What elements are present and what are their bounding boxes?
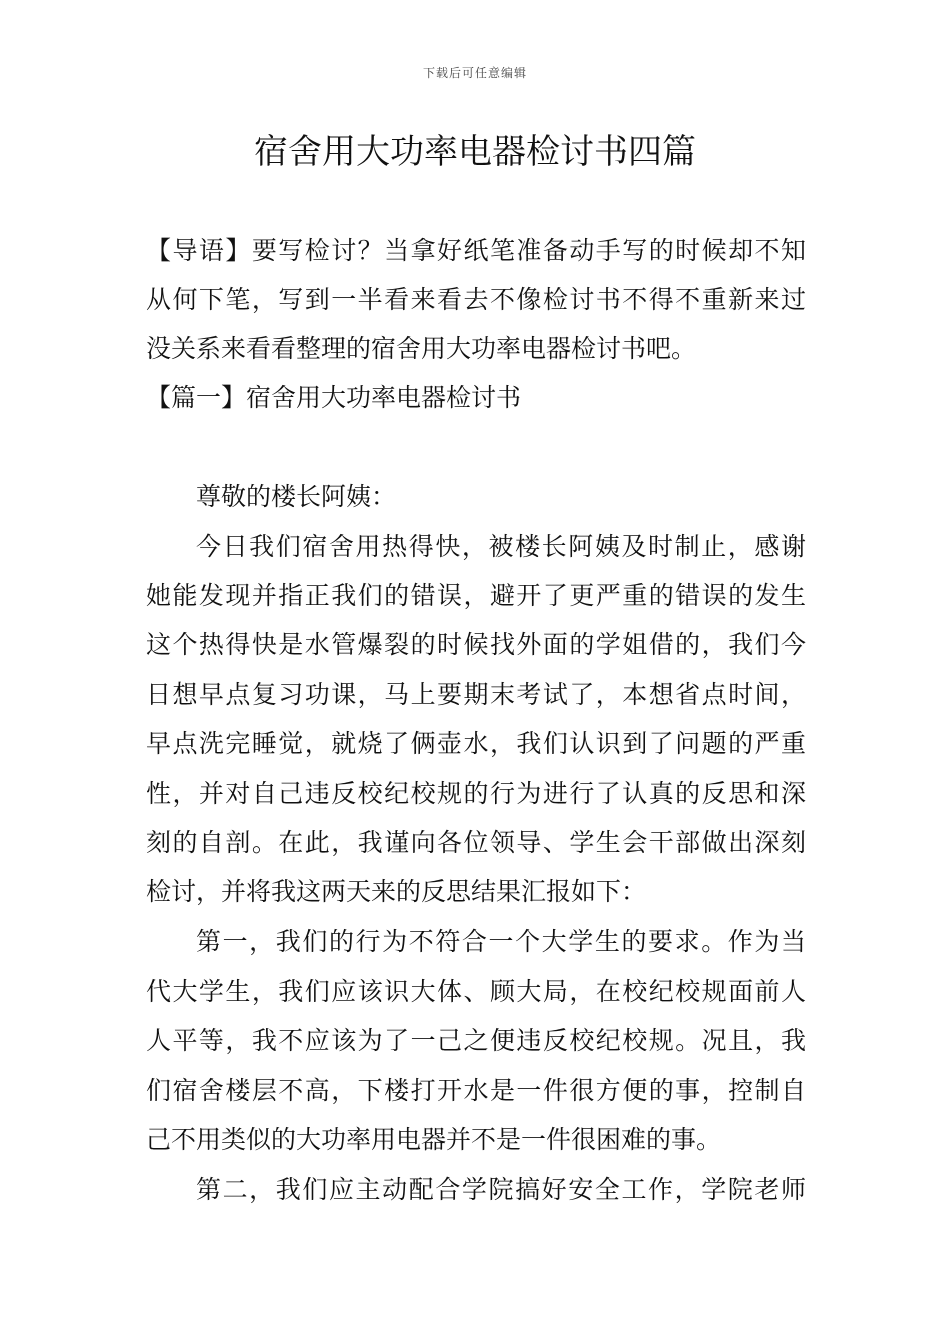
paragraph-line: 性，并对自己违反校纪校规的行为进行了认真的反思和深 — [146, 779, 806, 808]
intro-line: 从何下笔，写到一半看来看去不像检讨书不得不重新来过 — [146, 285, 806, 314]
intro-line: 没关系来看看整理的宿舍用大功率电器检讨书吧。 — [146, 334, 697, 363]
paragraph-line: 己不用类似的大功率用电器并不是一件很困难的事。 — [146, 1125, 722, 1154]
paragraph-line: 刻的自剖。在此，我谨向各位领导、学生会干部做出深刻 — [146, 828, 806, 857]
paragraph-line: 第一，我们的行为不符合一个大学生的要求。作为当 — [196, 927, 806, 956]
paragraph-line: 人平等，我不应该为了一己之便违反校纪校规。况且，我 — [146, 1026, 806, 1055]
salutation: 尊敬的楼长阿姨： — [196, 482, 397, 511]
header-note: 下载后可任意编辑 — [422, 66, 527, 80]
paragraph-line: 早点洗完睡觉，就烧了俩壶水，我们认识到了问题的严重 — [146, 729, 806, 758]
paragraph-line: 们宿舍楼层不高，下楼打开水是一件很方便的事，控制自 — [146, 1076, 806, 1105]
paragraph-line: 检讨，并将我这两天来的反思结果汇报如下： — [146, 877, 647, 906]
paragraph-line: 第二，我们应主动配合学院搞好安全工作，学院老师 — [196, 1175, 806, 1204]
section-heading: 【篇一】宿舍用大功率电器检讨书 — [146, 383, 522, 412]
paragraph-line: 今日我们宿舍用热得快，被楼长阿姨及时制止，感谢 — [196, 532, 806, 561]
paragraph-line: 日想早点复习功课，马上要期末考试了，本想省点时间， — [146, 680, 806, 709]
document-title: 宿舍用大功率电器检讨书四篇 — [254, 132, 696, 172]
paragraph-line: 她能发现并指正我们的错误，避开了更严重的错误的发生 — [146, 581, 806, 610]
paragraph-line: 这个热得快是水管爆裂的时候找外面的学姐借的，我们今 — [146, 630, 806, 659]
paragraph-line: 代大学生，我们应该识大体、顾大局，在校纪校规面前人 — [146, 977, 806, 1006]
intro-line: 【导语】要写检讨？当拿好纸笔准备动手写的时候却不知 — [146, 236, 806, 265]
